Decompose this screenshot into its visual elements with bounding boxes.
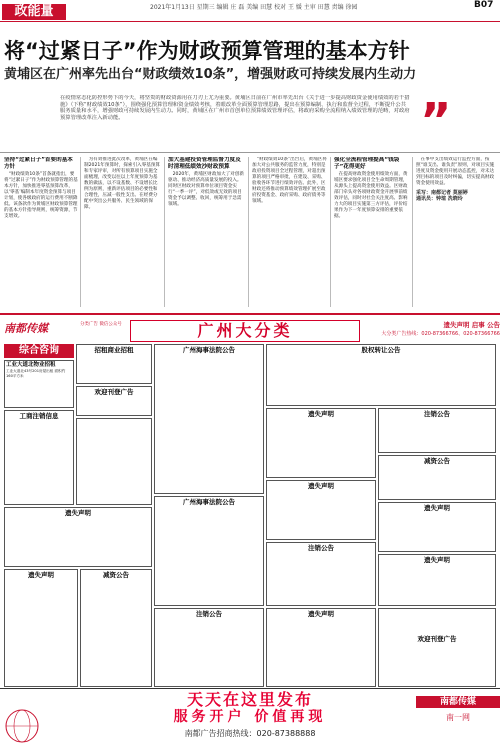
footer-hotline: 南都广告招商热线：020-87388888 [184,729,316,738]
col5-title: 强化全流程管理提高“钱袋子”花得更好 [334,157,400,170]
ad-lost-5-title: 遗失声明 [65,509,91,517]
header-meta: 2021年1月13日 星期三 编辑 庄 磊 美编 田慧 校对 王 媛 主审 田慧 责编 徐园 [150,4,358,11]
col1-title: 坚持“过紧日子”首要的基本方针 [4,157,73,170]
col5-text: 在提高财政资金使用绩效方面，黄埔区要求强化项目全生命周期管理，从源头上提高资金使用效益。区财政部门牵头对各项财政资金开展事前绩效评估，同时对社会关注度高、影响力大的项目实施第三方评估，评价结果作为下一年度预算安排的重要依据。 [334,172,408,219]
ad-banner: 广州大分类 [130,320,360,342]
ad-reduce-title: 减资公告 [424,457,450,465]
ad-rental-text: 工业大道北43号201房屋出租 面积约160平方米 [6,369,66,378]
ad-box-notice-list [76,418,152,505]
quote-mark-icon: ” [420,93,452,149]
ad-cancel-1-title: 注销公告 [424,410,450,418]
ad-rental-title: 工业大道北物业招租 [6,362,56,368]
footer-globe-icon [0,704,60,744]
headline: 将“过紧日子”作为财政预算管理的基本方针 [4,39,410,63]
col6-text: 在事中支出绩效运行监控方面，按照“谁支出、谁负责”原则，对项目实施进度及资金使用开展动态监控，对未达到目标的项目及时纠偏，切实提高财政资金使用效益。 [416,157,495,186]
col2-text: 为有效推进此次改革，黄埔区在编制2021年预算时，探索引入零基预算和专家评审，对所有预算项目实施全面梳理，改变以往以上年度预算为基数的做法，以不设基数、不设增长比例为原则，重新评估项目的必要性和合理性，压减一般性支出。在经费分配中突出公共服务、民生领域的保障。 [84,157,161,210]
footer-logo [416,696,500,746]
ad-logo-sub: 分类广告 微信公众号 [80,322,122,327]
ad-company-title: 工商注销信息 [19,412,59,420]
ad-lost-2-title: 遗失声明 [308,482,334,490]
article-col-3 [168,157,246,307]
ad-box-reduce-2 [80,569,152,687]
ad-box-company [4,410,74,505]
ad-lost-6-title: 遗失声明 [28,571,54,579]
ad-reduce-2-title: 减资公告 [103,571,129,579]
byline-reporter: 采写：南都记者 莫丽婷 [416,190,468,196]
ad-box-rental [4,360,74,408]
page-number: B07 [474,0,494,10]
column-divider [80,157,81,307]
article-col-4 [252,157,328,307]
ad-maritime-1-title: 广州海事法院公告 [183,346,235,354]
ad-box-recruit [76,344,152,384]
ad-box-lost-2 [266,480,376,540]
ad-box-maritime-1 [154,344,264,494]
ad-box-lost-4 [378,554,496,606]
lead-paragraph: 在疫情常态化防控形势下的今天，将坚贵的财政资源用在刀刃上尤为重要。黄埔区日前在广州市率先出台《关于进一步提高财政资金使用绩效的若干措施》（下称“财政绩效10条”），围绕强化预算管理和资金绩效考核，着眼改革全面预算管理思路，提出在预算编制、执行和监督全过程，不断提升公共服务质量和水平，增强财政可持续发展内生动力。同时，黄埔区在广州市首创单位预算绩效管理评估，将政府采购全流程纳入绩效管理的范畴，对政府预算管理改革注入新动能。 [60,95,410,121]
ad-cancel-3-title: 注销公告 [196,610,222,618]
ad-box-maritime-2 [154,496,264,606]
ad-box-welcome [76,386,152,416]
col3-title: 加大基建投资管理监督力度及时清理低绩效沙财政预算 [168,157,241,170]
ad-box-cancel-3 [154,608,264,687]
ad-box-reduce [378,455,496,500]
footer-logo-text-2: 南一网 [446,713,470,722]
ad-box-lost-3 [378,502,496,552]
col3-text: 2020年，黄埔区财政加大了对创新驱动、推动经济高质量发展的投入。同时区财政对预算单位项目资金实行“一季一评”，对低效或无效的项目资金予以调整、收回，统筹用于急需领域。 [168,172,245,207]
footer-slogan-2: 服务开户 价值再现 [173,709,327,725]
col4-text: “财政绩效10条”出台后，黄埔区将加大对公共服务的监管力度，特别是政府投资项目全过程管理，对超出预算的项目严格审批，在建设、采购、验收各环节进行绩效评估。此外，区财政还将推动预算绩效管理扩展至政府投资基金、政府采购、政府债务等领域。 [252,157,327,204]
ad-equity-title: 股权转让公告 [361,346,401,354]
ad-recruit-title: 招租商业招租 [94,346,134,354]
footer-divider [0,688,500,689]
ad-logo: 南都传媒 [4,322,48,335]
ad-box-equity [266,344,496,406]
ad-welcome-title: 欢迎刊登广告 [94,388,134,396]
ad-notice-types: 遗失声明 启事 公告 [443,321,500,329]
article-col-6 [416,157,496,307]
ad-lost-4-title: 遗失声明 [424,556,450,564]
lead-divider [0,152,500,153]
subheadline: 黄埔区在广州率先出台“财政绩效10条”，增强财政可持续发展内生动力 [4,67,417,82]
ad-hotline: 大分类广告热线：020-87366766、020-87366766 [381,331,500,337]
article-col-5 [334,157,410,307]
ad-cancel-2-title: 注销公告 [308,544,334,552]
column-divider [412,157,413,307]
ad-maritime-2-title: 广州海事法院公告 [183,498,235,506]
article-col-2 [84,157,162,307]
article-col-1 [4,157,78,307]
ad-box-lost-5 [4,507,152,567]
ad-box-cancel-1 [378,408,496,453]
byline-correspondent: 通讯员：钟瑄 冼晓玲 [416,196,463,202]
section-tag: 政能量 [2,4,66,20]
column-divider [330,157,331,307]
ad-lost-1-title: 遗失声明 [308,410,334,418]
ad-box-sale [378,608,496,687]
article-end-divider [0,313,500,315]
ad-box-cancel-2 [266,542,376,606]
column-divider [164,157,165,307]
ad-box-lost-1 [266,408,376,478]
ad-box-lost-6 [4,569,78,687]
ad-lost-7-title: 遗失声明 [308,610,334,618]
footer-logo-text: 南都传媒 [416,696,500,708]
footer-slogan-1: 天天在这里发布 [186,690,313,709]
ad-box-lost-7 [266,608,376,687]
header-divider [0,21,500,22]
column-divider [248,157,249,307]
ad-lost-3-title: 遗失声明 [424,504,450,512]
col1-text: “财政绩效10条”首条就指出，要将“过紧日子”作为财政预算管理的基本方针，加快推进零基预算改革，以‘零基’编制本年度资金预算与项目计划，使各级政府的运行费用不断降低。该条款作为黄埔区财政预算管理的基本方针指导规则，统筹资源，节支增效。 [4,172,78,219]
ad-sale-title: 欢迎刊登广告 [417,635,457,643]
ad-category-consulting: 综合咨询 [4,344,74,358]
